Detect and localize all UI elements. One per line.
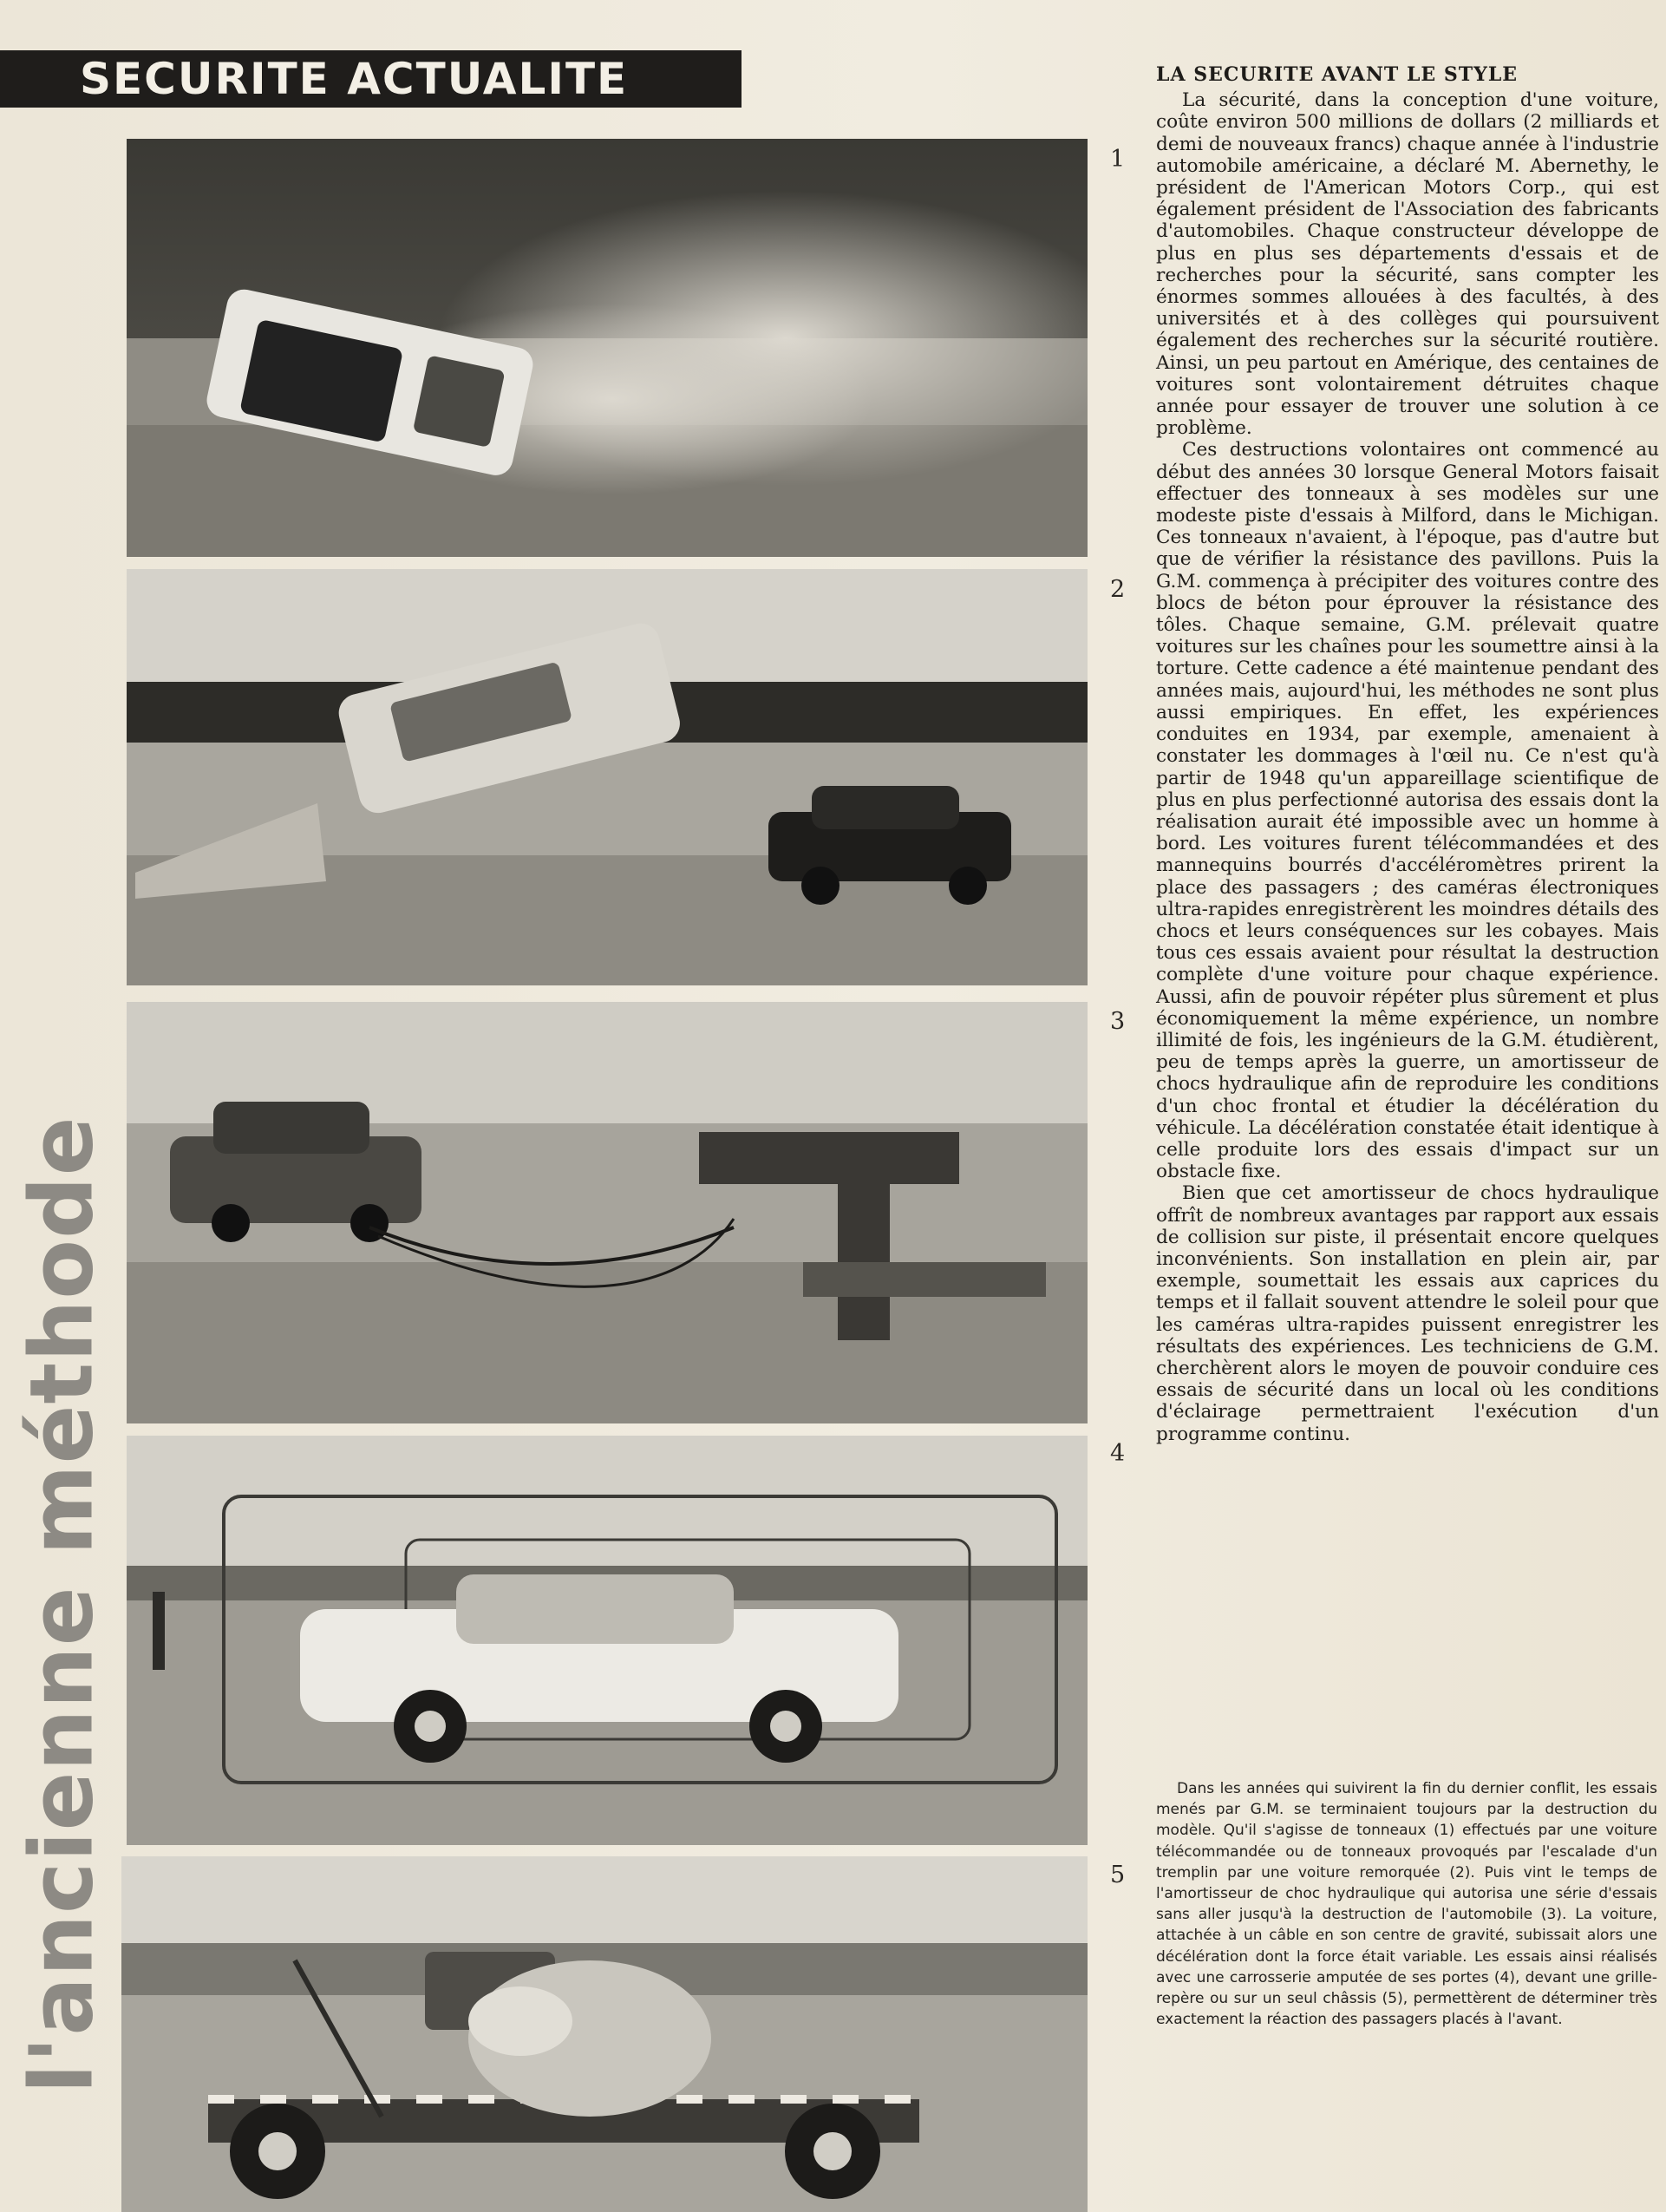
side-title-container: [10, 1050, 113, 2160]
photo-number-2: 2: [1110, 576, 1126, 603]
side-title: l'ancienne méthode: [10, 1116, 113, 2094]
photo-number-1: 1: [1110, 146, 1126, 173]
photo-number-3: 3: [1110, 1008, 1126, 1035]
photo-rollover: [127, 139, 1088, 557]
article-paragraph: Bien que cet amortisseur de chocs hydraulique offrît de nombreux avantages par rapport aux essais de collision sur piste, il présentait encore quelques inconvénients. Son installation en plein air, par exemple, soumettait les essais aux caprices du temps et il fallait souvent attendre le soleil pour que les caméras ultra-rapides puissent enregistrer les résultats des expériences. Les techniciens de G.M. cherchèrent alors le moyen de pouvoir conduire ces essais de sécurité dans un local où les conditions d'éclairage permettraient l'exécution d'un programme continu.: [1156, 1182, 1659, 1445]
article: [1156, 64, 1659, 1445]
photo-hydraulic-absorber: [127, 1002, 1088, 1423]
photo-chassis-dummies: [121, 1856, 1088, 2212]
photo-doorless-car: [127, 1436, 1088, 1845]
photo-ramp-rollover: [127, 569, 1088, 985]
section-title: SECURITE ACTUALITE: [80, 54, 629, 104]
section-banner: [0, 50, 742, 108]
article-paragraph: Ces destructions volontaires ont commencé au début des années 30 lorsque General Motors faisait effectuer des tonneaux à ses modèles sur une modeste piste d'essais à Milford, dans le Michigan. Ces tonneaux n'avaient, à l'époque, pas d'autre but que de vérifier la résistance des pavillons. Puis la G.M. commença à précipiter des voitures contre des blocs de béton pour éprouver la résistance des tôles. Chaque semaine, G.M. prélevait quatre voitures sur les chaînes pour les soumettre ainsi à la torture. Cette cadence a été maintenue pendant des années mais, aujourd'hui, les méthodes ne sont plus aussi empiriques. En effet, les expériences conduites en 1934, par exemple, amenaient à constater les dommages à l'œil nu. Ce n'est qu'à partir de 1948 qu'un appareillage scientifique de plus en plus perfectionné autorisa des essais dont la réalisation aurait été impossible avec un homme à bord. Les voitures furent télécommandées et des mannequins bourrés d'accéléromètres prirent la place des passagers ; des caméras électroniques ultra-rapides enregistrèrent les moindres détails des chocs et leurs conséquences sur les cobayes. Mais tous ces essais avaient pour résultat la destruction complète d'une voiture pour chaque expérience. Aussi, afin de pouvoir répéter plus sûrement et plus économiquement la même expérience, un nombre illimité de fois, les ingénieurs de la G.M. étudièrent, peu de temps après la guerre, un amortisseur de chocs hydraulique afin de reproduire les conditions d'un choc frontal et étudier la décélération du véhicule. La décélération constatée était identique à celle produite lors des essais d'impact sur un obstacle fixe.: [1156, 439, 1659, 1183]
article-heading: LA SECURITE AVANT LE STYLE: [1156, 63, 1519, 86]
caption-text: Dans les années qui suivirent la fin du dernier conflit, les essais menés par G.M. se terminaient toujours par la destruction du modèle. Qu'il s'agisse de tonneaux (1) effectués par une voiture télécommandée ou de tonneaux provoqués par l'escalade d'un tremplin par une voiture remorquée (2). Puis vint le temps de l'amortisseur de choc hydraulique qui autorisa une série d'essais sans aller jusqu'à la destruction de l'automobile (3). La voiture, attachée à un câble en son centre de gravité, subissait alors une décélération dont la force était variable. Les essais ainsi réalisés avec une carrosserie amputée de ses portes (4), devant une grille-repère ou sur un seul châssis (5), permettèrent de déterminer très exactement la réaction des passagers placés à l'avant.: [1156, 1780, 1657, 2029]
article-paragraph: La sécurité, dans la conception d'une voiture, coûte environ 500 millions de dollars (2 milliards et demi de nouveaux francs) chaque année à l'industrie automobile américaine, a déclaré M. Abernethy, le président de l'American Motors Corp., qui est également président de l'Association des fabricants d'automobiles. Chaque constructeur développe de plus en plus ses départements d'essais et de recherches pour la sécurité, sans compter les énormes sommes allouées à des facultés, à des universités et à des collèges qui poursuivent également des recherches sur la sécurité routière. Ainsi, un peu partout en Amérique, des centaines de voitures sont volontairement détruites chaque année pour essayer de trouver une solution à ce problème.: [1156, 89, 1659, 440]
photo-number-5: 5: [1110, 1862, 1126, 1888]
photo-caption: [1156, 1778, 1657, 2030]
photo-number-4: 4: [1110, 1440, 1126, 1467]
